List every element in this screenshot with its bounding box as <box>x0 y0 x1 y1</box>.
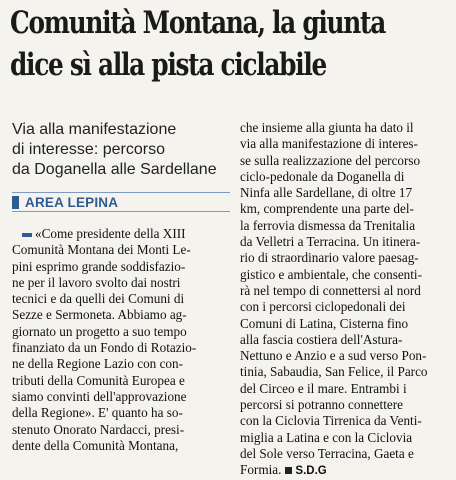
body-line <box>240 413 452 429</box>
body-line-text: Nettuno e Anzio e a sud verso Pon- <box>240 348 427 364</box>
body-line-text: del Circeo e il mare. Entrambi i <box>240 380 407 396</box>
section-tag <box>12 192 230 212</box>
body-line <box>240 462 452 479</box>
body-line <box>12 291 230 307</box>
body-line-text: dente della Comunità Montana, <box>12 437 179 453</box>
paragraph-bullet-icon <box>22 233 32 237</box>
body-line-text: via alla manifestazione di interes- <box>240 136 418 152</box>
author-signature: S.D.G <box>295 465 327 478</box>
body-line-text: con i percorsi ciclopedonali dei <box>240 299 406 315</box>
body-line <box>240 364 452 380</box>
body-line-text: ciclo-pedonale da Doganella di <box>240 168 405 184</box>
body-line-text: tinia, Sabaudia, San Felice, il Parco <box>240 364 428 380</box>
body-line-text: Comuni di Latina, Cisterna fino <box>240 315 409 331</box>
body-line-text: tecnici e da quelli dei Comuni di <box>12 291 185 307</box>
body-line <box>240 348 452 364</box>
deck-subheadline <box>12 120 230 180</box>
body-line-text: miglia a Latina e con la Ciclovia <box>240 429 413 445</box>
headline-line-2: dice sì alla pista ciclabile <box>10 47 327 83</box>
deck-line-2: di interesse: percorso <box>12 141 165 158</box>
body-line <box>12 242 230 258</box>
body-line-text: rà nel tempo di connettersi al nord <box>240 282 421 298</box>
body-line-text: Formia. <box>240 462 282 478</box>
body-line-text: che insieme alla giunta ha dato il <box>240 120 414 135</box>
headline-line-1: Comunità Montana, la giunta <box>10 5 385 41</box>
body-line <box>12 307 230 323</box>
body-line <box>240 267 452 283</box>
body-line <box>240 169 452 185</box>
body-line-text: ne della Regione Lazio con con- <box>12 356 183 372</box>
body-line-text: Comunità Montana dei Monti Le- <box>12 242 191 258</box>
headline <box>10 2 385 86</box>
body-line <box>240 299 452 315</box>
body-line <box>240 201 452 217</box>
body-line-text: la ferrovia dismessa da Trenitalia <box>240 217 416 233</box>
body-line-text: tributi della Comunità Europea e <box>12 372 185 388</box>
body-line-text: pini esprimo grande soddisfazio- <box>12 258 186 274</box>
body-line <box>12 438 230 454</box>
left-column <box>12 120 230 454</box>
body-line-text: da Velletri a Terracina. Un itinera- <box>240 234 421 250</box>
body-line <box>240 332 452 348</box>
body-line <box>12 389 230 405</box>
body-line-text: con la Ciclovia Tirrenica da Venti- <box>240 413 422 429</box>
body-line <box>240 234 452 250</box>
body-line <box>240 185 452 201</box>
body-line <box>240 120 452 136</box>
end-mark-icon <box>285 467 292 474</box>
body-line <box>12 275 230 291</box>
body-line <box>240 283 452 299</box>
body-line-text: gistico e ambientale, che consenti- <box>240 266 422 282</box>
body-line-text: della Regione». E' quanto ha so- <box>12 405 183 421</box>
body-line <box>12 356 230 372</box>
body-line-text: se sulla realizzazione del percorso <box>240 152 421 168</box>
body-line-text: rio di straordinario valore paesag- <box>240 250 419 266</box>
body-line <box>240 136 452 152</box>
body-line-text: stenuto Onorato Nardacci, presi- <box>12 421 185 437</box>
body-line-text: «Come presidente della XIII <box>35 226 186 241</box>
body-line <box>240 218 452 234</box>
body-line <box>12 259 230 275</box>
article-body-right <box>240 120 452 480</box>
body-line-text: km, comprendente una parte del- <box>240 201 414 217</box>
deck-line-1: Via alla manifestazione <box>12 121 177 138</box>
body-line <box>240 381 452 397</box>
body-line <box>12 405 230 421</box>
body-line-text: percorsi si potranno connettere <box>240 397 403 413</box>
body-line <box>240 316 452 332</box>
body-line-text: siamo convinti dell'approvazione <box>12 388 187 404</box>
body-line-text: Sezze e Sermoneta. Abbiamo ag- <box>12 307 187 323</box>
body-line-text: ne per il lavoro svolto dai nostri <box>12 274 181 290</box>
body-line-text: alla fascia costiera dell'Astura- <box>240 331 403 347</box>
body-line-text: giornato un progetto a suo tempo <box>12 323 187 339</box>
body-line <box>12 226 230 242</box>
body-line <box>12 373 230 389</box>
body-line <box>240 446 452 462</box>
section-tag-label: AREA LEPINA <box>25 195 119 210</box>
body-line <box>12 422 230 438</box>
body-line-text: Ninfa alle Sardellane, di oltre 17 <box>240 185 413 201</box>
article-body-left <box>12 226 230 454</box>
section-marker-icon <box>12 196 19 209</box>
body-line <box>240 430 452 446</box>
body-line <box>240 153 452 169</box>
body-line <box>12 340 230 356</box>
body-line <box>12 324 230 340</box>
body-line <box>240 250 452 266</box>
body-line-text: finanziato da un Fondo di Rotazio- <box>12 340 197 356</box>
right-column <box>240 120 452 480</box>
body-line-text: del Sole verso Terracina, Gaeta e <box>240 445 414 461</box>
deck-line-3: da Doganella alle Sardellane <box>12 161 217 178</box>
body-line <box>240 397 452 413</box>
